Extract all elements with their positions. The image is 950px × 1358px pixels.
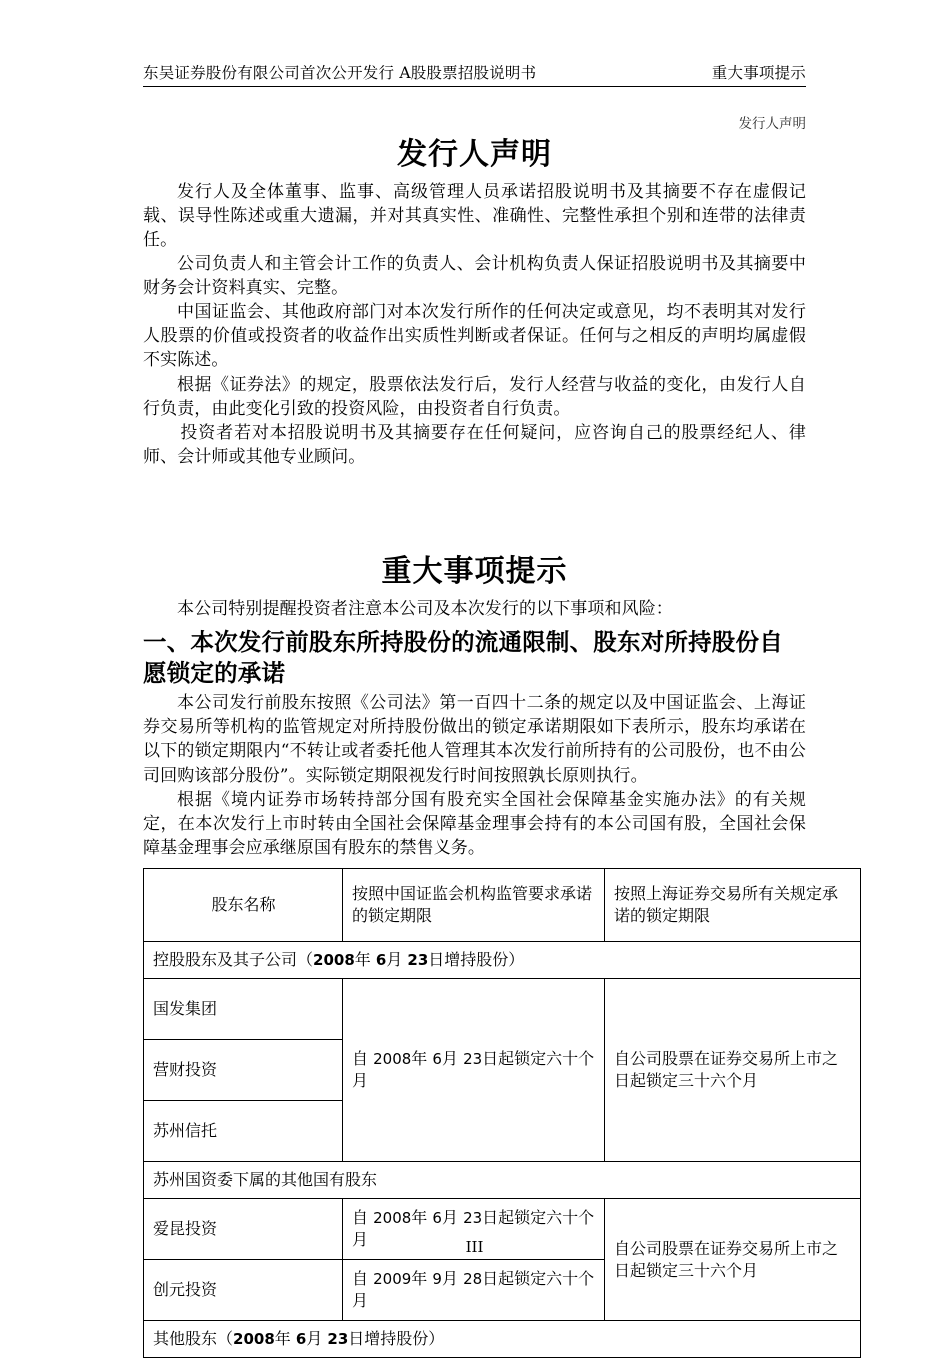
table-group-row-2	[144, 1162, 861, 1199]
highlights-paragraph-1: 本公司发行前股东按照《公司法》第一百四十二条的规定以及中国证监会、上海证券交易所等机构的监管规定对所持股份做出的锁定承诺期限如下表所示，股东均承诺在以下的锁定期限内“不转让或者委托他人管理其本次发行前所持有的公司股份，也不由公司回购该部分股份”。实际锁定期限视发行时间按照孰长原则执行。	[143, 693, 806, 786]
highlights-lead: 本公司特别提醒投资者注意本公司及本次发行的以下事项和风险：	[177, 598, 673, 619]
aikun-ms: 月	[441, 1208, 458, 1228]
chuangyuan-csrc-post: 日起锁定六十个月	[352, 1269, 595, 1311]
chuangyuan-ys: 年	[411, 1269, 428, 1289]
document-content	[143, 136, 839, 1358]
aikun-year: 2008	[373, 1209, 412, 1228]
declaration-paragraph-5: 投资者若对本招股说明书及其摘要存在任何疑问，应咨询自己的股票经纪人、律师、会计师或其他专业顾问。	[143, 422, 806, 467]
running-header	[143, 64, 806, 87]
table-row	[144, 979, 861, 1040]
lockup-csrc-chuangyuan	[343, 1260, 605, 1321]
chuangyuan-year: 2009	[373, 1270, 412, 1289]
lockup-table	[143, 868, 861, 1358]
table-header-row	[144, 869, 861, 942]
g1-csrc-year: 2008	[373, 1050, 412, 1068]
chuangyuan-csrc-pre: 自	[352, 1269, 369, 1289]
aikun-month: 6	[432, 1209, 442, 1228]
shareholder-name-aikun: 爱昆投资	[144, 1199, 343, 1260]
declaration-paragraph-4: 根据《证券法》的规定，股票依法发行后，发行人经营与收益的变化，由发行人自行负责，由此变化引致的投资风险，由投资者自行负责。	[143, 374, 806, 419]
running-header-right: 重大事项提示	[711, 64, 806, 82]
table-group-row-1	[144, 942, 861, 979]
group3-year-suffix: 年	[274, 1329, 291, 1349]
group1-month-suffix: 月	[386, 950, 403, 969]
group-label-controlling	[144, 942, 861, 979]
running-header-left: 东吴证券股份有限公司首次公开发行 A股股票招股说明书	[143, 64, 537, 82]
table-header-name: 股东名称	[144, 869, 343, 942]
group1-label-pre: 控股股东及其子公司（	[153, 950, 314, 969]
g1-csrc-pre: 自	[352, 1049, 369, 1068]
g1-csrc-post: 日起锁定六十个月	[352, 1049, 595, 1091]
declaration-paragraph-2: 公司负责人和主管会计工作的负责人、会计机构负责人保证招股说明书及其摘要中财务会计资料真实、完整。	[143, 253, 806, 298]
aikun-csrc-post: 日起锁定六十个月	[352, 1208, 595, 1250]
group1-year: 2008	[313, 951, 355, 969]
g1-csrc-ms: 月	[441, 1049, 458, 1068]
highlights-paragraph-2: 根据《境内证券市场转持部分国有股充实全国社会保障基金实施办法》的有关规定，在本次发行上市时转由全国社会保障基金理事会持有的本公司国有股，全国社会保障基金理事会应承继原国有股东的禁售义务。	[143, 789, 806, 858]
group3-label-pre: 其他股东（	[153, 1329, 234, 1349]
group3-day: 23	[327, 1330, 349, 1349]
aikun-day: 23	[463, 1209, 483, 1228]
group3-month-suffix: 月	[306, 1329, 323, 1349]
group-label-others	[144, 1321, 861, 1358]
group1-day: 23	[407, 951, 429, 969]
group1-label-post: 日增持股份）	[428, 950, 525, 969]
g1-csrc-ys: 年	[411, 1049, 428, 1068]
shareholder-name-chuangyuan: 创元投资	[144, 1260, 343, 1321]
aikun-csrc-pre: 自	[352, 1208, 369, 1228]
page-number: III	[465, 1238, 484, 1256]
table-group-row-3	[144, 1321, 861, 1358]
chuangyuan-month: 9	[432, 1270, 442, 1289]
section-spacer	[143, 469, 806, 513]
aikun-ys: 年	[411, 1208, 428, 1228]
table-header-sse: 按照上海证券交易所有关规定承诺的锁定期限	[605, 869, 861, 942]
shareholder-name-guofa: 国发集团	[144, 979, 343, 1040]
group3-label-post: 日增持股份）	[348, 1329, 445, 1349]
g1-csrc-month: 6	[432, 1050, 442, 1068]
group1-month: 6	[375, 951, 387, 969]
section-marker: 发行人声明	[738, 116, 806, 132]
lockup-sse-group1: 自公司股票在证券交易所上市之日起锁定三十六个月	[605, 979, 861, 1162]
group1-year-suffix: 年	[354, 950, 371, 969]
highlights-title: 重大事项提示	[381, 554, 568, 589]
chuangyuan-ms: 月	[441, 1269, 458, 1289]
g1-csrc-day: 23	[463, 1050, 483, 1068]
group-label-sasac: 苏州国资委下属的其他国有股东	[144, 1162, 861, 1199]
declaration-paragraph-3: 中国证监会、其他政府部门对本次发行所作的任何决定或意见，均不表明其对发行人股票的价值或投资者的收益作出实质性判断或者保证。任何与之相反的声明均属虚假不实陈述。	[143, 302, 806, 371]
shareholder-name-yingcai: 营财投资	[144, 1040, 343, 1101]
shareholder-name-suzhoutrust: 苏州信托	[144, 1101, 343, 1162]
declaration-paragraph-1: 发行人及全体董事、监事、高级管理人员承诺招股说明书及其摘要不存在虚假记载、误导性陈述或重大遗漏，并对其真实性、准确性、完整性承担个别和连带的法律责任。	[143, 181, 806, 250]
lockup-sse-group2: 自公司股票在证券交易所上市之日起锁定三十六个月	[605, 1199, 861, 1321]
highlights-section-heading: 一、本次发行前股东所持股份的流通限制、股东对所持股份自愿锁定的承诺	[143, 627, 783, 687]
table-header-csrc: 按照中国证监会机构监管要求承诺的锁定期限	[343, 869, 605, 942]
chuangyuan-day: 28	[463, 1270, 483, 1289]
lockup-csrc-group1	[343, 979, 605, 1162]
group3-year: 2008	[233, 1330, 275, 1349]
group3-month: 6	[295, 1330, 307, 1349]
declaration-title: 发行人声明	[397, 137, 552, 172]
